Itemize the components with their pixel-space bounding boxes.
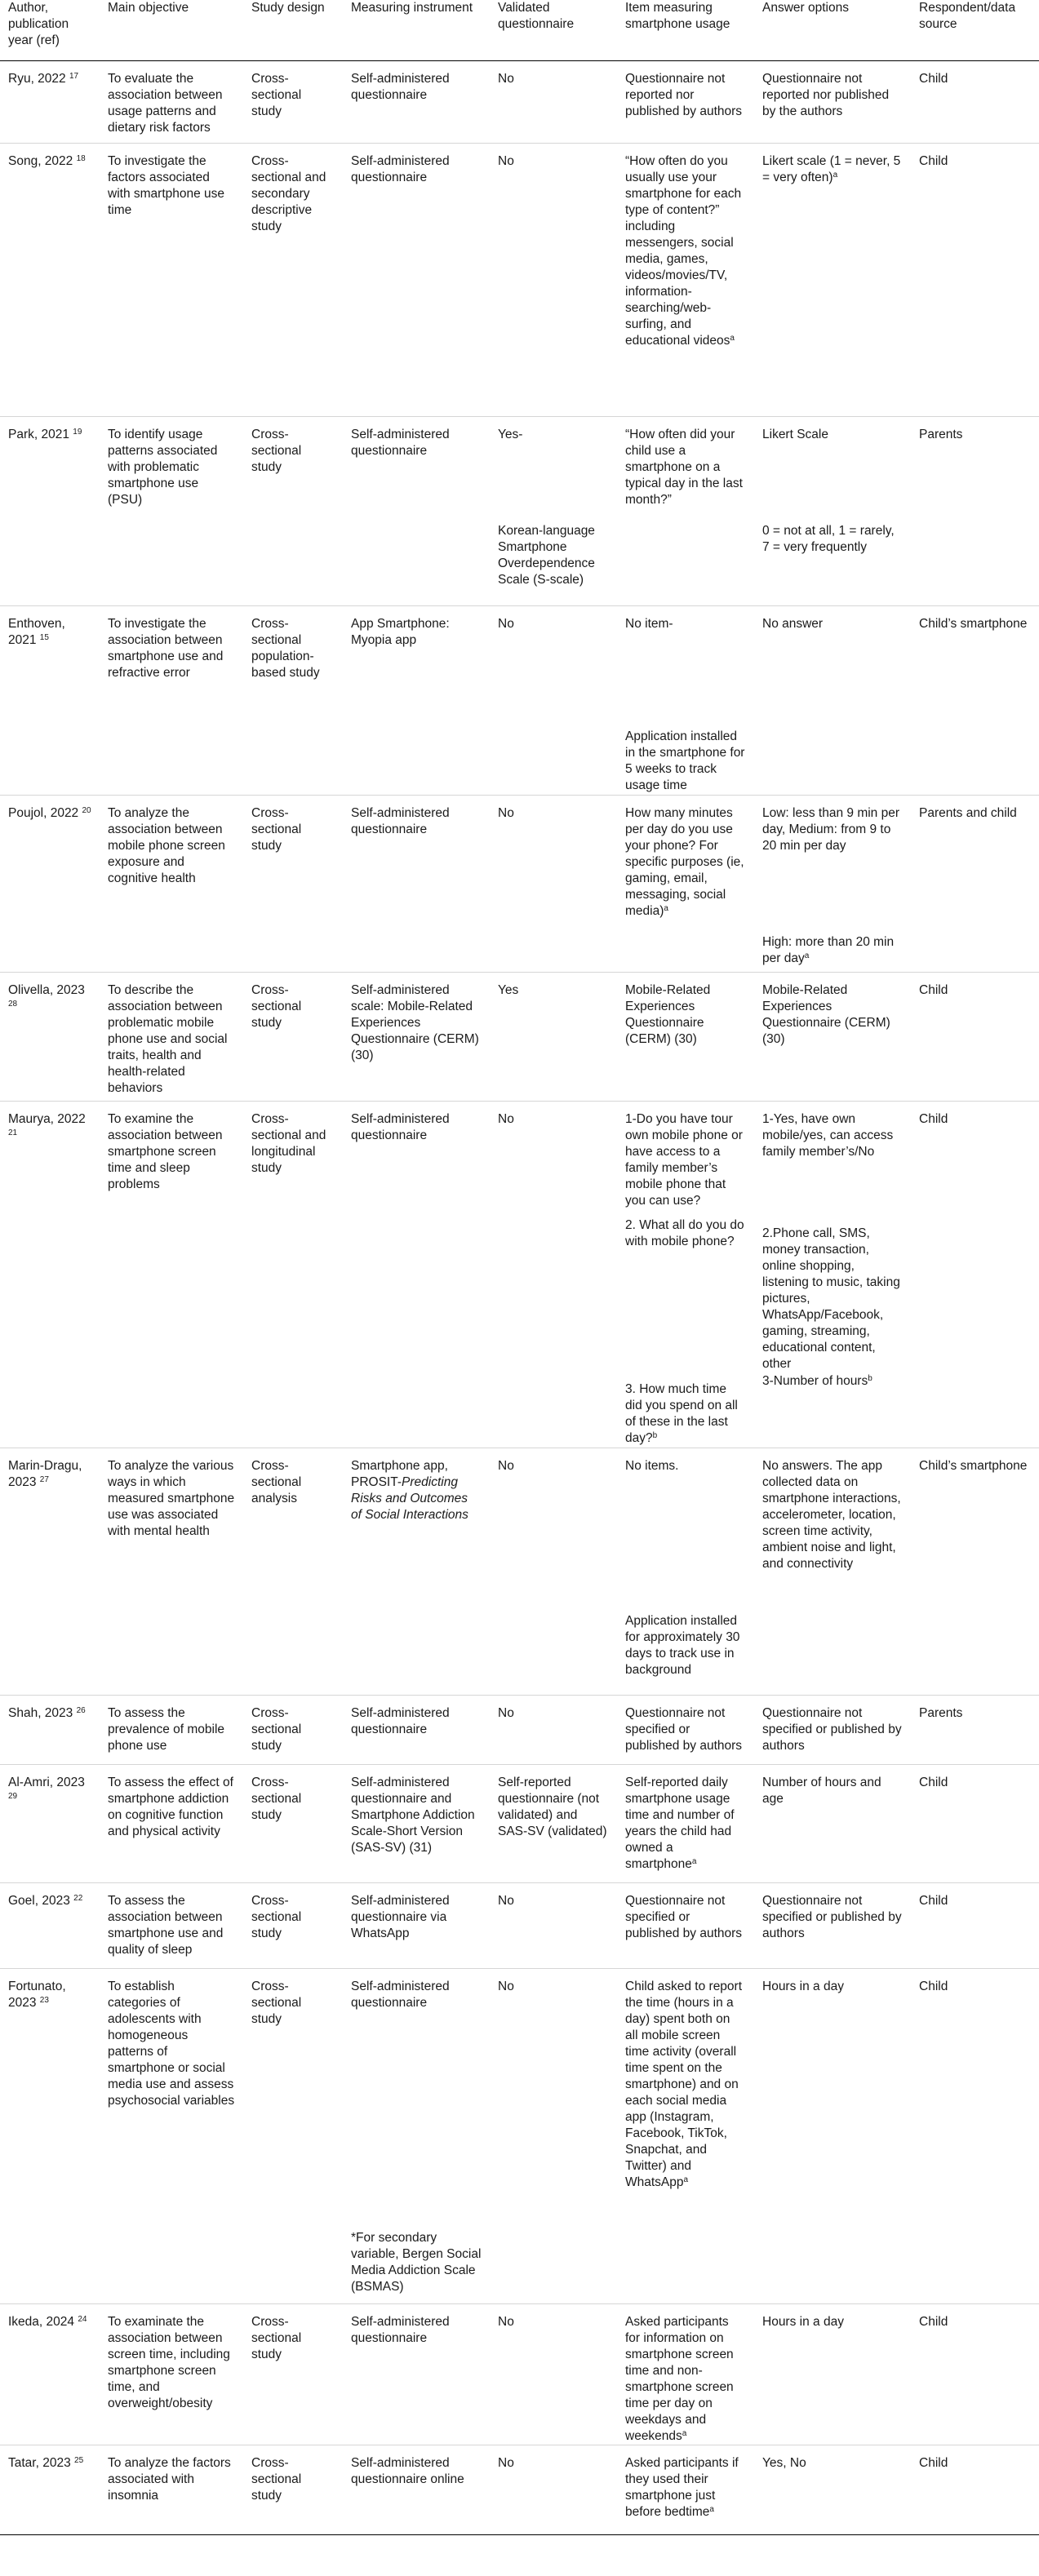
ref-sup: 28	[8, 999, 18, 1009]
cell-answers: Questionnaire not reported nor published by the authors	[762, 71, 890, 118]
cell-instrument: Self-administered questionnaire and Smartphone Addiction Scale-Short Version (SAS-SV) (31)	[343, 1765, 490, 1883]
cell-author	[0, 795, 100, 926]
author-text: Maurya, 2022	[8, 1111, 86, 1126]
ref-sup: 15	[39, 632, 49, 642]
cell-respondent: Parents	[911, 416, 1039, 515]
table-header	[0, 0, 1039, 60]
cell-design: Cross-sectional study	[243, 1765, 343, 1883]
cell-instrument: Self-administered questionnaire	[343, 795, 490, 926]
cell-respondent: Child	[911, 972, 1039, 1101]
ref-sup: 21	[8, 1128, 18, 1137]
cell-answers: Hours in a day	[754, 2304, 911, 2445]
cell-answers: No answers. The app collected data on smartphone interactions, accelerometer, location, screen time activity, ambient noise and light, and connectivity	[754, 1448, 911, 1605]
table-row-continuation	[0, 1373, 1039, 1448]
cell-validated: No	[490, 1101, 617, 1209]
cell-item: Questionnaire not specified or published by authors	[617, 1696, 754, 1765]
cell-respondent: Child	[911, 2304, 1039, 2445]
ref-sup: 23	[39, 1996, 49, 2005]
cell-author	[0, 1101, 100, 1209]
cell-item: Application installed in the smartphone for 5 weeks to track usage time	[625, 729, 745, 792]
table-row-continuation	[0, 720, 1039, 795]
header-validated: Validated questionnaire	[490, 0, 617, 60]
cell-answers: Number of hours and age	[754, 1765, 911, 1883]
table-row	[0, 972, 1039, 1101]
table-row	[0, 2304, 1039, 2445]
cell-objective: To analyze the factors associated with insomnia	[100, 2445, 243, 2535]
table-row	[0, 1448, 1039, 1605]
cell-answers: Low: less than 9 min per day, Medium: from 9 to 20 min per day	[754, 795, 911, 926]
cell-design: Cross-sectional study	[243, 2304, 343, 2445]
item-text: How many minutes per day do you use your phone? For specific purposes (ie, gaming, email, messaging, social media)	[625, 805, 744, 918]
cell-author	[0, 2304, 100, 2445]
instrument-italic-text: Predicting Risks and Outcomes of Social Interactions	[351, 1475, 468, 1522]
cell-author	[0, 1696, 100, 1765]
ref-sup: 26	[76, 1706, 86, 1715]
footnote-sup: a	[683, 2175, 689, 2184]
header-item: Item measuring smartphone usage	[617, 0, 754, 60]
instrument-text: Smartphone app, PROSIT-	[351, 1459, 448, 1489]
ref-sup: 25	[74, 2456, 84, 2465]
item-text: Child asked to report the time (hours in a day) spent both on all mobile screen time activity (overall time spent on the smartphone) and on each social media app (Instagram, Facebook, TikTok, Snapchat, and Twitter) and WhatsApp	[625, 1980, 743, 2189]
cell-validated: No	[490, 143, 617, 416]
cell-design: Cross-sectional study	[243, 795, 343, 926]
cell-objective: To analyze the association between mobile phone screen exposure and cognitive health	[100, 795, 243, 926]
cell-item	[617, 1373, 754, 1448]
cell-author	[0, 1448, 100, 1605]
cell-item	[617, 2445, 754, 2535]
ref-sup: 24	[78, 2315, 87, 2324]
cell-item: Questionnaire not specified or published by authors	[617, 1883, 754, 1969]
cell-item: “How often did your child use a smartphone on a typical day in the last month?”	[617, 416, 754, 515]
item-text: 3. How much time did you spend on all of these in the last day?	[625, 1381, 738, 1445]
item-text: Asked participants for information on smartphone screen time and non-smartphone screen time per day on weekdays and weekends	[625, 2315, 734, 2443]
cell-item: Mobile-Related Experiences Questionnaire (CERM) (30)	[617, 972, 754, 1101]
cell-respondent: Child	[919, 71, 948, 86]
cell-design: Cross-sectional and secondary descriptive study	[243, 143, 343, 416]
ref-sup: 19	[73, 427, 82, 437]
cell-validated: No	[498, 71, 514, 86]
cell-instrument: App Smartphone: Myopia app	[343, 605, 490, 720]
cell-objective: To analyze the various ways in which measured smartphone use was associated with mental health	[100, 1448, 243, 1605]
cell-answers: 1-Yes, have own mobile/yes, can access family member’s/No	[754, 1101, 911, 1209]
author-text: Ryu, 2022	[8, 71, 66, 86]
cell-item	[617, 1969, 754, 2222]
cell-author	[0, 2445, 100, 2535]
cell-respondent: Child	[911, 2445, 1039, 2535]
cell-validated: No	[490, 2445, 617, 2535]
cell-instrument: Self-administered questionnaire via WhatsApp	[343, 1883, 490, 1969]
cell-design: Cross-sectional study	[243, 416, 343, 515]
cell-respondent: Child	[911, 1101, 1039, 1209]
table-row-continuation	[0, 1209, 1039, 1373]
cell-author	[0, 1883, 100, 1969]
cell-respondent: Child	[911, 143, 1039, 416]
author-text: Al-Amri, 2023	[8, 1776, 85, 1789]
cell-objective: To assess the effect of smartphone addiction on cognitive function and physical activity	[100, 1765, 243, 1883]
cell-instrument: Self-administered questionnaire	[343, 416, 490, 515]
cell-objective: To examine the association between smartphone screen time and sleep problems	[100, 1101, 243, 1209]
cell-author	[0, 605, 100, 720]
author-text: Shah, 2023	[8, 1706, 73, 1720]
cell-respondent: Parents	[911, 1696, 1039, 1765]
author-text: Park, 2021	[8, 427, 69, 441]
cell-author	[0, 143, 100, 416]
cell-instrument: *For secondary variable, Bergen Social Media Addiction Scale (BSMAS)	[351, 2230, 482, 2294]
cell-design: Cross-sectional population-based study	[243, 605, 343, 720]
item-text: “How often do you usually use your smartphone for each type of content?” including messengers, social media, games, videos/movies/TV, information-searching/web-surfing, and educational videos	[625, 153, 742, 348]
cell-answers: Questionnaire not specified or published by authors	[754, 1883, 911, 1969]
cell-item: No items.	[617, 1448, 754, 1605]
cell-answers: Hours in a day	[754, 1969, 911, 2222]
cell-validated: No	[490, 605, 617, 720]
footnote-sup: a	[804, 951, 810, 960]
cell-design: Cross-sectional study	[243, 1969, 343, 2222]
cell-objective: To establish categories of adolescents with homogeneous patterns of smartphone or social media use and assess psychosocial variables	[100, 1969, 243, 2222]
header-author: Author, publication year (ref)	[0, 0, 100, 60]
cell-validated: No	[490, 1448, 617, 1605]
table-row-continuation	[0, 2222, 1039, 2304]
header-design: Study design	[243, 0, 343, 60]
cell-design: Cross-sectional analysis	[243, 1448, 343, 1605]
cell-author	[0, 1969, 100, 2222]
item-text: Asked participants if they used their smartphone just before bedtime	[625, 2456, 739, 2519]
cell-validated: Yes-	[490, 416, 617, 515]
cell-item: No item-	[617, 605, 754, 720]
author-text: Marin-Dragu, 2023	[8, 1459, 82, 1489]
table-body	[0, 60, 1039, 2535]
cell-validated: No	[490, 1696, 617, 1765]
table-row	[0, 1969, 1039, 2222]
cell-validated: Self-reported questionnaire (not validated) and SAS-SV (validated)	[490, 1765, 617, 1883]
cell-author	[0, 416, 100, 515]
table-row	[0, 416, 1039, 515]
ref-sup: 17	[69, 71, 79, 81]
cell-item: 2. What all do you do with mobile phone?	[625, 1217, 744, 1248]
cell-respondent: Child	[911, 1883, 1039, 1969]
cell-objective: To examinate the association between screen time, including smartphone screen time, and overweight/obesity	[100, 2304, 243, 2445]
author-text: Song, 2022	[8, 153, 73, 168]
table-row	[0, 2445, 1039, 2535]
footnote-sup: a	[664, 903, 668, 913]
cell-validated: No	[490, 2304, 617, 2445]
cell-validated: No	[490, 1969, 617, 2222]
author-text: Goel, 2023	[8, 1894, 70, 1908]
footnote-sup: a	[730, 333, 735, 343]
cell-answers: No answer	[754, 605, 911, 720]
cell-respondent: Child’s smartphone	[911, 1448, 1039, 1605]
table-row-continuation	[0, 926, 1039, 972]
cell-answers: 0 = not at all, 1 = rarely, 7 = very frequently	[762, 524, 895, 554]
cell-author	[0, 972, 100, 1101]
cell-answers: Likert Scale	[754, 416, 911, 515]
cell-validated: No	[490, 1883, 617, 1969]
cell-answers	[754, 1209, 911, 1373]
footnote-sup: a	[833, 170, 838, 180]
table-row-continuation	[0, 1605, 1039, 1696]
cell-design: Cross-sectional study	[243, 2445, 343, 2535]
cell-design: Cross-sectional study	[243, 1696, 343, 1765]
answers-text: 3-Number of hours	[762, 1373, 868, 1388]
cell-answers: Yes, No	[754, 2445, 911, 2535]
cell-instrument: Self-administered questionnaire	[343, 1101, 490, 1209]
footnote-sup: a	[682, 2429, 687, 2438]
cell-answers: Mobile-Related Experiences Questionnaire (CERM) (30)	[754, 972, 911, 1101]
cell-validated: Korean-language Smartphone Overdependence Scale (S-scale)	[498, 524, 595, 587]
cell-objective: To identify usage patterns associated with problematic smartphone use (PSU)	[100, 416, 243, 515]
cell-objective: To describe the association between problematic mobile phone use and social traits, health and health-related behaviors	[100, 972, 243, 1101]
author-text: Olivella, 2023	[8, 982, 85, 997]
footnote-sup: b	[868, 1373, 872, 1383]
cell-instrument: Self-administered questionnaire	[343, 143, 490, 416]
ref-sup: 29	[8, 1792, 18, 1801]
answers-text: Likert scale (1 = never, 5 = very often)	[762, 153, 901, 184]
cell-objective: To evaluate the association between usage patterns and dietary risk factors	[108, 71, 223, 135]
cell-instrument: Self-administered scale: Mobile-Related Experiences Questionnaire (CERM) (30)	[343, 972, 490, 1101]
cell-item	[617, 2304, 754, 2445]
cell-respondent: Child	[911, 1765, 1039, 1883]
author-text: Fortunato, 2023	[8, 1980, 66, 2010]
table-row-continuation	[0, 515, 1039, 605]
item-text: Self-reported daily smartphone usage time and number of years the child had owned a smartphone	[625, 1776, 735, 1871]
cell-item	[617, 795, 754, 926]
table-row	[0, 143, 1039, 416]
table-row	[0, 1765, 1039, 1883]
cell-item: Application installed for approximately 30 days to track use in background	[625, 1613, 740, 1677]
cell-objective: To assess the association between smartphone use and quality of sleep	[100, 1883, 243, 1969]
table-row	[0, 60, 1039, 143]
cell-instrument: Self-administered questionnaire	[343, 1969, 490, 2222]
cell-design: Cross-sectional study	[243, 1883, 343, 1969]
ref-sup: 27	[39, 1475, 49, 1484]
cell-objective: To investigate the association between smartphone use and refractive error	[100, 605, 243, 720]
author-text: Ikeda, 2024	[8, 2315, 75, 2329]
cell-instrument: Self-administered questionnaire	[351, 71, 450, 102]
footnote-sup: b	[652, 1430, 658, 1440]
ref-sup: 22	[73, 1894, 83, 1903]
footnote-sup: a	[709, 2505, 714, 2514]
cell-objective: To assess the prevalence of mobile phone use	[100, 1696, 243, 1765]
header-instrument: Measuring instrument	[343, 0, 490, 60]
cell-validated: No	[490, 795, 617, 926]
cell-item: 1-Do you have tour own mobile phone or have access to a family member’s mobile phone that you can use?	[617, 1101, 754, 1209]
cell-instrument	[343, 1448, 490, 1605]
table-row	[0, 1101, 1039, 1209]
cell-validated: Yes	[490, 972, 617, 1101]
table-row	[0, 795, 1039, 926]
table-row	[0, 605, 1039, 720]
cell-objective: To investigate the factors associated with smartphone use time	[100, 143, 243, 416]
cell-author	[0, 1765, 100, 1883]
footnote-sup: a	[691, 1857, 697, 1866]
cell-item: Questionnaire not reported nor published by authors	[625, 71, 743, 118]
table-row	[0, 1883, 1039, 1969]
cell-design: Cross-sectional and longitudinal study	[243, 1101, 343, 1209]
ref-sup: 20	[82, 805, 91, 815]
cell-item	[617, 143, 754, 416]
cell-answers: Questionnaire not specified or published by authors	[754, 1696, 911, 1765]
cell-respondent: Child	[911, 1969, 1039, 2222]
cell-author	[0, 60, 100, 143]
cell-instrument: Self-administered questionnaire online	[343, 2445, 490, 2535]
cell-respondent: Child’s smartphone	[911, 605, 1039, 720]
author-text: Poujol, 2022	[8, 805, 79, 820]
answers-text: 2.Phone call, SMS, money transaction, online shopping, listening to music, taking pictures, WhatsApp/Facebook, gaming, streaming, educational content, other	[762, 1226, 900, 1371]
cell-answers	[754, 143, 911, 416]
cell-answers	[754, 1373, 911, 1448]
cell-respondent: Parents and child	[911, 795, 1039, 926]
author-text: Tatar, 2023	[8, 2456, 71, 2470]
cell-instrument: Self-administered questionnaire	[343, 2304, 490, 2445]
cell-answers	[754, 926, 911, 972]
table-row	[0, 1696, 1039, 1765]
answers-text: High: more than 20 min per day	[762, 935, 895, 965]
cell-instrument: Self-administered questionnaire	[343, 1696, 490, 1765]
author-text: Enthoven, 2021	[8, 616, 65, 647]
header-respondent: Respondent/data source	[911, 0, 1039, 60]
header-objective: Main objective	[100, 0, 243, 60]
cell-item	[617, 1765, 754, 1883]
ref-sup: 18	[76, 153, 86, 163]
header-answers: Answer options	[754, 0, 911, 60]
cell-design: Cross-sectional study	[251, 71, 302, 118]
cell-design: Cross-sectional study	[243, 972, 343, 1101]
